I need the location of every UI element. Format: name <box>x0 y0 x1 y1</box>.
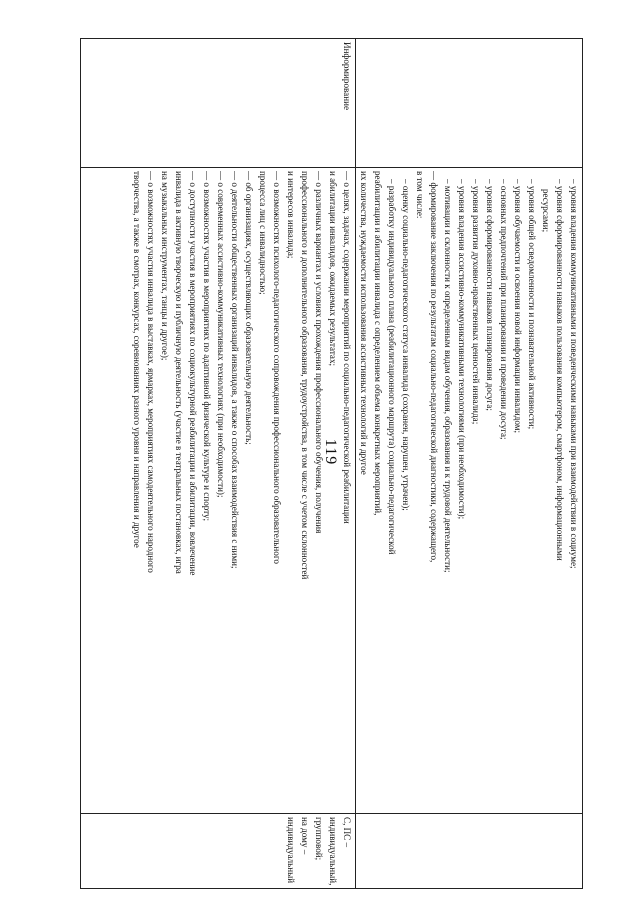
text-line: — о целях, задачах, содержании мероприятий по социально-педагогической реабилитации <box>342 171 352 524</box>
text-line: – уровня владения ассистивно-коммуникативными технологиями (при необходимости); <box>457 179 467 520</box>
text-line: инвалида в активную творческую и публичную деятельность (участие в театральных постановках, игра <box>174 171 184 574</box>
text-line: — о возможностях участия инвалида в выставках, ярмарках, мероприятиях самодеятельного народного <box>146 171 156 573</box>
service-content-cell <box>81 168 356 814</box>
form-line: групповой; <box>314 817 324 861</box>
text-line: их количества, нуждаемости использования ассистивных технологий и другое <box>359 171 369 475</box>
text-line: – уровня владения коммуникативными и поведенческими навыками при взаимодействии в социуме; <box>569 179 579 569</box>
text-line: на музыкальных инструментах, танцы и другое); <box>160 171 170 361</box>
text-line: ресурсами; <box>541 189 551 233</box>
service-form-cell <box>356 814 583 889</box>
form-line: С, ПС – <box>342 817 352 848</box>
text-line: — о деятельности общественных организаций инвалидов, а также о способах взаимодействия с ними; <box>230 171 240 569</box>
form-line: индивидуальный, <box>328 817 338 885</box>
text-line: – мотивации и склонности к определенным видам обучения, образования и к трудовой деятельности; <box>443 179 453 573</box>
text-line: — о современных ассистивно-коммуникативных технологиях (при необходимости); <box>216 171 226 498</box>
text-line: профессионального и дополнительного образования, трудоустройства, в том числе с учетом склонностей <box>300 171 310 580</box>
form-line: на дому – <box>300 817 310 855</box>
services-table <box>80 38 583 889</box>
text-line: творчества, а также в смотрах, конкурсах, соревнованиях разного уровня и направления и другое <box>132 171 142 548</box>
text-line: и интересов инвалида; <box>286 171 296 259</box>
text-line: – уровня сформированности навыков планирования досуга; <box>485 179 495 411</box>
text-line: — об организациях, осуществляющих образовательную деятельность; <box>244 171 254 445</box>
rotated-table-wrapper <box>43 38 583 888</box>
text-line: – оценку социально-педагогического статуса инвалида (сохранен, нарушен, утрачен); <box>401 179 411 511</box>
table-row <box>81 39 356 889</box>
service-form-cell <box>81 814 356 889</box>
text-line: — о различных вариантах и условиях прохождения профессионального обучения, получения <box>314 171 324 534</box>
text-line: – уровня обучаемости и освоения новой информации инвалидом; <box>513 179 523 434</box>
text-line: – уровня сформированности навыков пользования компьютером, смартфоном, информационными <box>555 179 565 561</box>
page-number: 119 <box>322 438 339 466</box>
text-line: – уровня развития духовно-нравственных ценностей инвалида; <box>471 179 481 425</box>
text-line: — формирование заключения по результатам социально-педагогической диагностики, содержащего, <box>429 171 439 563</box>
text-line: — о возможностях психолого-педагогического сопровождения профессионального образовательного <box>272 171 282 564</box>
form-line: индивидуальный <box>286 817 296 884</box>
text-line: в том числе: <box>415 171 425 219</box>
text-line: — о возможностях участия в мероприятиях по адаптивной физической культуре и спорту; <box>202 171 212 521</box>
text-line: процесса лиц с инвалидностью; <box>258 171 268 295</box>
text-line: реабилитации и абилитации инвалида с определением объема конкретных мероприятий, <box>373 171 383 516</box>
text-line: и абилитации инвалидов, ожидаемых результатах; <box>328 171 338 367</box>
service-name-cell: Информирование <box>81 39 356 168</box>
text-line: — о доступности участия в мероприятиях по социокультурной реабилитации и абилитации, вовлечение <box>188 171 198 576</box>
service-content-cell <box>356 168 583 814</box>
table-row <box>356 39 583 889</box>
service-name-cell <box>356 39 583 168</box>
text-line: – основных предпочтений при планировании и проведении досуга; <box>499 179 509 440</box>
text-line: – разработку индивидуального плана (реабилитационного маршрута) социально-педагогической <box>387 179 397 555</box>
text-line: – уровня общей осведомленности и познавательной активности; <box>527 179 537 430</box>
